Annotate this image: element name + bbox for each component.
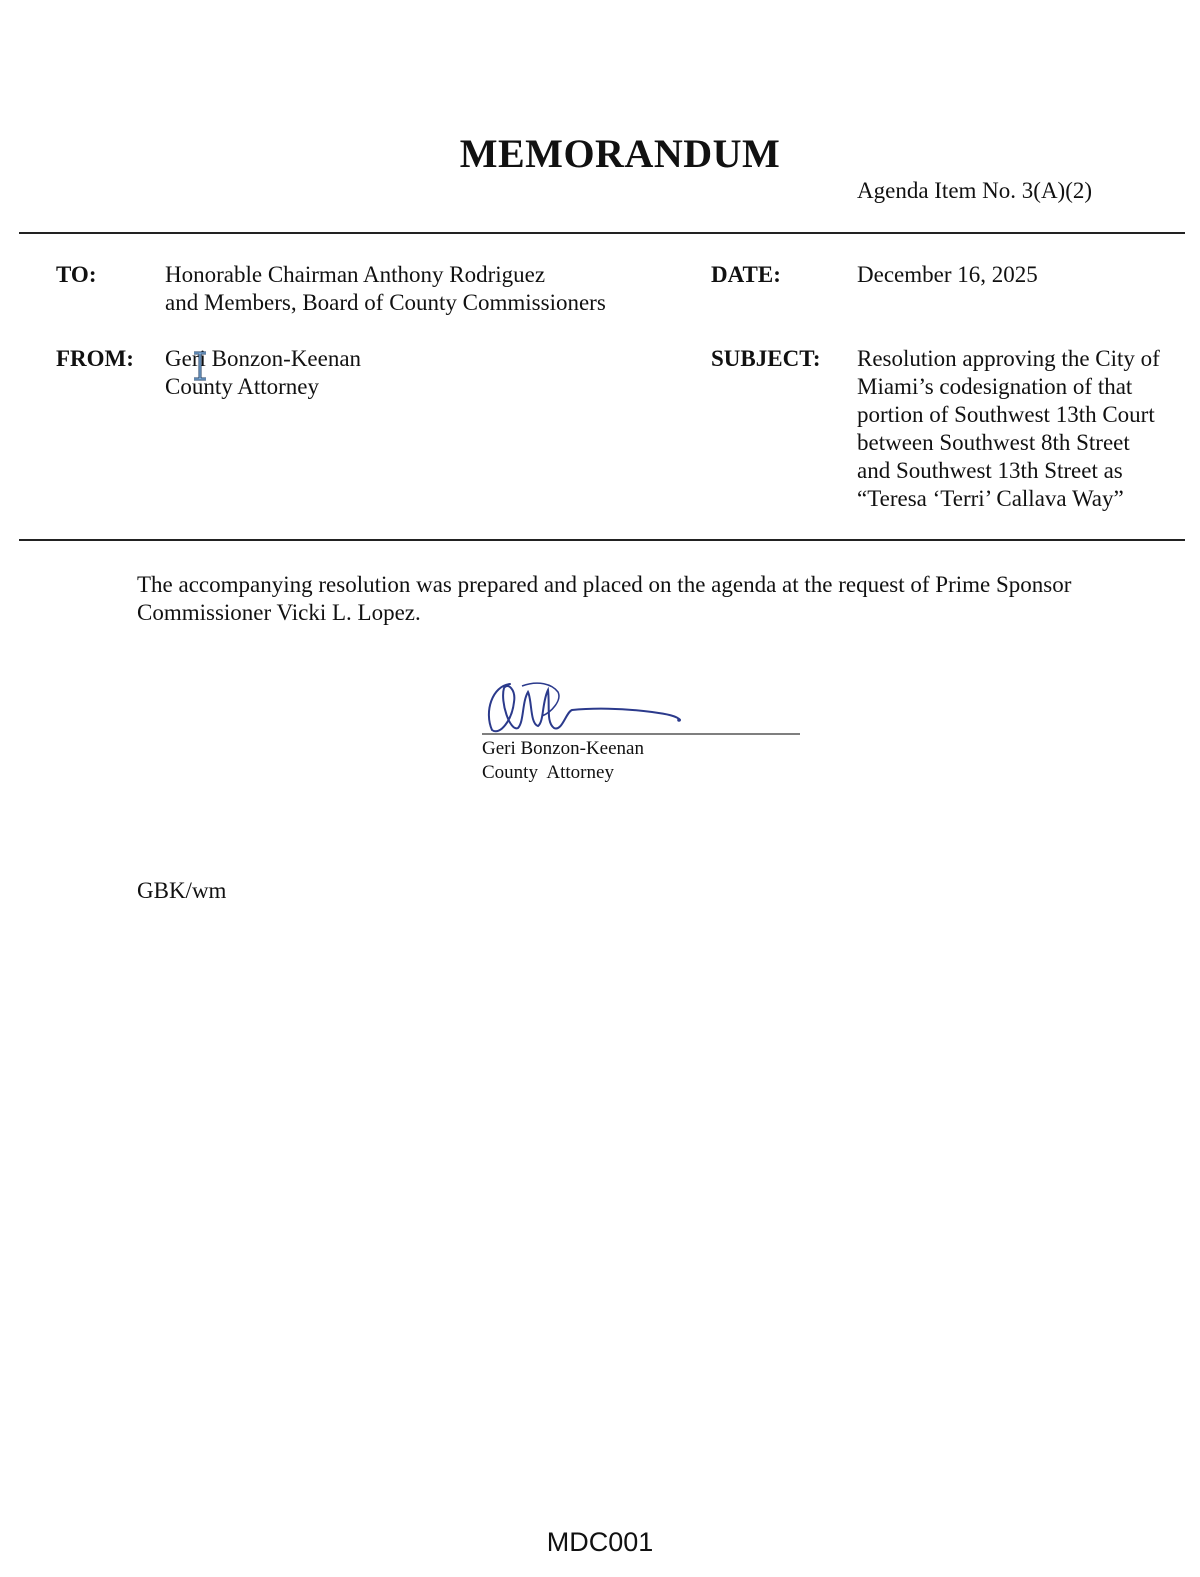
from-line: County Attorney — [165, 374, 319, 399]
header-divider-bottom — [19, 539, 1185, 541]
to-line: and Members, Board of County Commissioners — [165, 290, 606, 315]
subject-label: SUBJECT: — [711, 346, 821, 371]
signature-image — [482, 672, 802, 742]
page-code: MDC001 — [546, 1527, 654, 1557]
to-recipients — [165, 261, 606, 317]
signature-block — [482, 737, 644, 785]
body-line: Commissioner Vicki L. Lopez. — [137, 600, 421, 625]
subject-line: between Southwest 8th Street — [857, 430, 1130, 455]
date-label: DATE: — [711, 262, 781, 287]
text-cursor-icon — [190, 350, 210, 382]
agenda-item-number: Agenda Item No. 3(A)(2) — [857, 178, 1093, 203]
typist-initials: GBK/wm — [137, 878, 227, 903]
signatory-name: Geri Bonzon-Keenan — [482, 738, 644, 759]
from-label: FROM: — [56, 346, 134, 371]
date-value: December 16, 2025 — [857, 262, 1038, 287]
signatory-title: County Attorney — [482, 762, 614, 783]
memo-body — [137, 571, 1071, 627]
subject-text — [857, 345, 1160, 513]
subject-line: and Southwest 13th Street as — [857, 458, 1123, 483]
body-line: The accompanying resolution was prepared and placed on the agenda at the request of Prime Sponsor — [137, 572, 1072, 597]
header-divider-top — [19, 232, 1185, 234]
subject-line: Resolution approving the City of — [857, 346, 1160, 371]
subject-line: “Teresa ‘Terri’ Callava Way” — [857, 486, 1124, 511]
subject-line: portion of Southwest 13th Court — [857, 402, 1155, 427]
from-line: Geri Bonzon-Keenan — [165, 346, 362, 371]
to-line: Honorable Chairman Anthony Rodriguez — [165, 262, 546, 287]
subject-line: Miami’s codesignation of that — [857, 374, 1133, 399]
to-label: TO: — [56, 262, 97, 287]
document-title: MEMORANDUM — [459, 131, 781, 176]
